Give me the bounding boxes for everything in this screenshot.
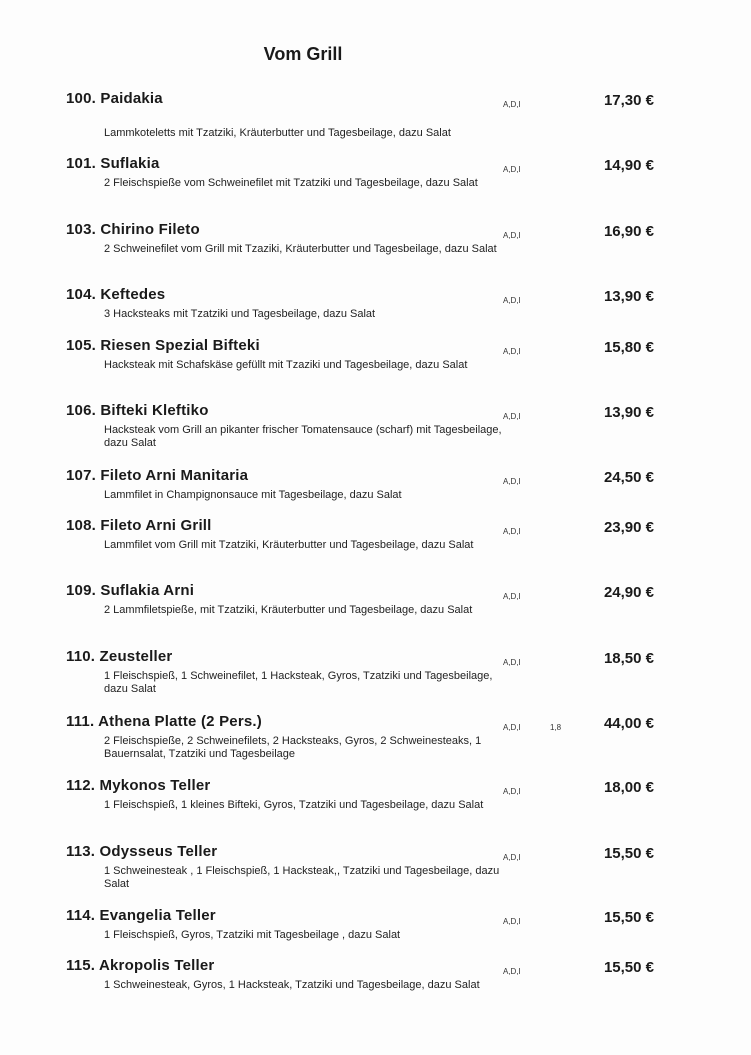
menu-item xyxy=(60,843,700,890)
menu-item-header xyxy=(60,777,700,797)
item-description: Lammfilet in Champignonsauce mit Tagesbeilage, dazu Salat xyxy=(104,489,402,501)
item-allergens: A,D,I xyxy=(503,347,521,356)
item-description: 2 Fleischspieße vom Schweinefilet mit Tzatziki und Tagesbeilage, dazu Salat xyxy=(104,177,478,189)
item-allergens: A,D,I xyxy=(503,787,521,796)
item-description: 2 Lammfiletspieße, mit Tzatziki, Kräuterbutter und Tagesbeilage, dazu Salat xyxy=(104,604,473,616)
item-price: 24,50 € xyxy=(603,469,654,486)
menu-item-header xyxy=(60,467,700,487)
item-description: Hacksteak mit Schafskäse gefüllt mit Tzaziki und Tagesbeilage, dazu Salat xyxy=(104,359,468,371)
item-description: Lammkoteletts mit Tzatziki, Kräuterbutter und Tagesbeilage, dazu Salat xyxy=(104,127,451,139)
menu-item-header xyxy=(60,286,700,306)
item-price: 24,90 € xyxy=(603,584,654,601)
item-description: 1 Fleischspieß, 1 kleines Bifteki, Gyros, Tzatziki und Tagesbeilage, dazu Salat xyxy=(104,799,484,811)
item-price: 44,00 € xyxy=(603,715,654,732)
menu-item xyxy=(60,777,700,811)
item-price: 14,90 € xyxy=(603,157,654,174)
item-price: 15,80 € xyxy=(603,339,654,356)
item-name: 114. Evangelia Teller xyxy=(66,907,216,924)
item-description: Lammfilet vom Grill mit Tzatziki, Kräuterbutter und Tagesbeilage, dazu Salat xyxy=(104,539,474,551)
item-allergens: A,D,I xyxy=(503,917,521,926)
item-name: 103. Chirino Fileto xyxy=(66,221,200,238)
menu-item-header xyxy=(60,402,700,422)
item-allergens: A,D,I xyxy=(503,658,521,667)
item-name: 105. Riesen Spezial Bifteki xyxy=(66,337,260,354)
item-price: 13,90 € xyxy=(603,404,654,421)
item-description: 2 Fleischspieße, 2 Schweinefilets, 2 Hacksteaks, Gyros, 2 Schweinesteaks, 1 Bauernsalat, Tzatziki und Tagesbeilage xyxy=(104,735,482,760)
item-name: 115. Akropolis Teller xyxy=(66,957,215,974)
item-name: 110. Zeusteller xyxy=(66,648,173,665)
item-allergens: A,D,I xyxy=(503,477,521,486)
item-name: 112. Mykonos Teller xyxy=(66,777,211,794)
menu-item-header xyxy=(60,582,700,602)
menu-item xyxy=(60,517,700,551)
menu-item-header xyxy=(60,843,700,863)
menu-item-header xyxy=(60,155,700,175)
menu-item xyxy=(60,402,700,449)
item-name: 101. Suflakia xyxy=(66,155,160,172)
item-price: 15,50 € xyxy=(603,959,654,976)
menu-item-header xyxy=(60,713,700,733)
item-allergens: A,D,I xyxy=(503,853,521,862)
menu-item xyxy=(60,90,700,139)
item-allergens: A,D,I xyxy=(503,231,521,240)
menu-item-header xyxy=(60,957,700,977)
item-price: 23,90 € xyxy=(603,519,654,536)
item-price: 18,50 € xyxy=(603,650,654,667)
item-description: 1 Schweinesteak , 1 Fleischspieß, 1 Hacksteak,, Tzatziki und Tagesbeilage, dazu Salat xyxy=(104,865,500,890)
item-allergens: A,D,I xyxy=(503,165,521,174)
item-price: 13,90 € xyxy=(603,288,654,305)
item-name: 106. Bifteki Kleftiko xyxy=(66,402,209,419)
item-description: 1 Fleischspieß, 1 Schweinefilet, 1 Hacksteak, Gyros, Tzatziki und Tagesbeilage, dazu Salat xyxy=(104,670,493,695)
item-price: 15,50 € xyxy=(603,845,654,862)
item-price: 18,00 € xyxy=(603,779,654,796)
menu-item xyxy=(60,957,700,991)
item-allergens: A,D,I xyxy=(503,723,521,732)
item-allergens: A,D,I xyxy=(503,296,521,305)
item-description: Hacksteak vom Grill an pikanter frischer Tomatensauce (scharf) mit Tagesbeilage, dazu Salat xyxy=(104,424,502,449)
item-description: 3 Hacksteaks mit Tzatziki und Tagesbeilage, dazu Salat xyxy=(104,308,376,320)
item-name: 113. Odysseus Teller xyxy=(66,843,218,860)
menu-item-header xyxy=(60,221,700,241)
item-allergens: A,D,I xyxy=(503,527,521,536)
item-price: 16,90 € xyxy=(603,223,654,240)
menu-item xyxy=(60,713,700,760)
menu-item xyxy=(60,648,700,695)
menu-item-header xyxy=(60,648,700,668)
menu-item xyxy=(60,337,700,371)
item-name: 104. Keftedes xyxy=(66,286,166,303)
item-description: 2 Schweinefilet vom Grill mit Tzaziki, Kräuterbutter und Tagesbeilage, dazu Salat xyxy=(104,243,497,255)
menu-item xyxy=(60,467,700,501)
menu-item-header xyxy=(60,90,700,110)
menu-item xyxy=(60,907,700,941)
menu-item xyxy=(60,582,700,616)
item-name: 100. Paidakia xyxy=(66,90,163,107)
item-name: 111. Athena Platte (2 Pers.) xyxy=(66,713,262,730)
menu-item-header xyxy=(60,907,700,927)
item-description: 1 Fleischspieß, Gyros, Tzatziki mit Tagesbeilage , dazu Salat xyxy=(104,929,401,941)
menu-item xyxy=(60,286,700,320)
menu-item xyxy=(60,155,700,189)
item-name: 109. Suflakia Arni xyxy=(66,582,195,599)
item-name: 108. Fileto Arni Grill xyxy=(66,517,212,534)
menu-item-header xyxy=(60,337,700,357)
page-title: Vom Grill xyxy=(263,44,343,64)
item-price: 17,30 € xyxy=(603,92,654,109)
item-additives: 1,8 xyxy=(550,723,562,732)
item-price: 15,50 € xyxy=(603,909,654,926)
menu-item xyxy=(60,221,700,255)
item-allergens: A,D,I xyxy=(503,592,521,601)
item-allergens: A,D,I xyxy=(503,100,521,109)
item-allergens: A,D,I xyxy=(503,967,521,976)
item-allergens: A,D,I xyxy=(503,412,521,421)
item-name: 107. Fileto Arni Manitaria xyxy=(66,467,249,484)
item-description: 1 Schweinesteak, Gyros, 1 Hacksteak, Tzatziki und Tagesbeilage, dazu Salat xyxy=(104,979,480,991)
menu-item-header xyxy=(60,517,700,537)
